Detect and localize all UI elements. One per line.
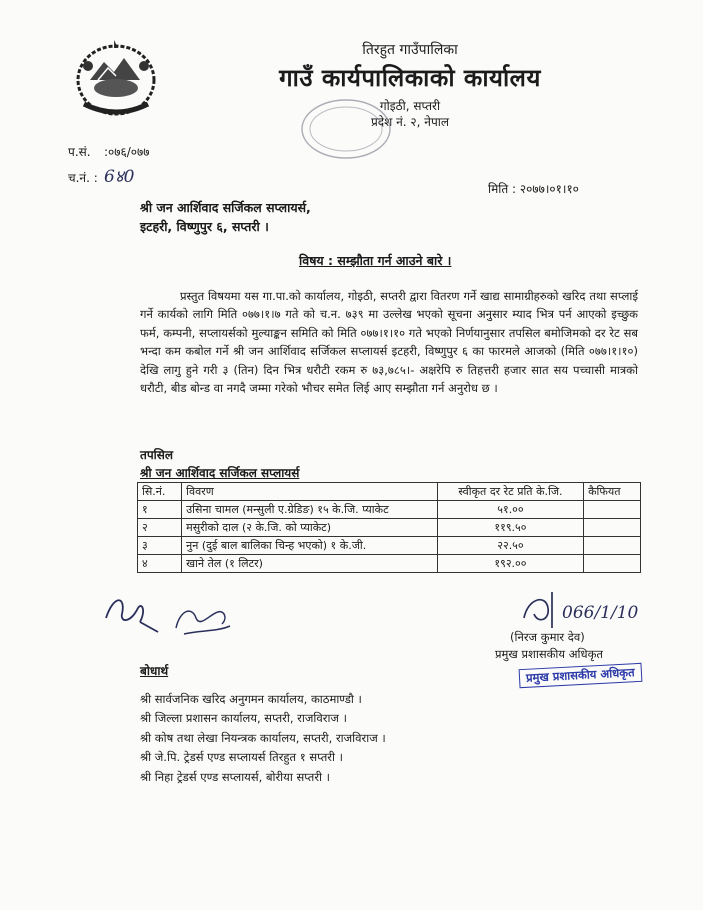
handwritten-date: 066/1/10 (562, 603, 639, 623)
row-description: नुन (दुई बाल बालिका चिन्ह भएको) १ के.जी. (182, 537, 438, 555)
list-item: श्री सार्वजनिक खरिद अनुगमन कार्यालय, काठमाण्डौ । (140, 692, 362, 706)
row-sn: २ (138, 519, 182, 537)
row-description: मसुरीको दाल (२ के.जि. को प्याकेट) (182, 519, 438, 537)
tapasil-heading: तपसिल (140, 448, 174, 462)
list-item: श्री कोष तथा लेखा नियन्त्रक कार्यालय, सप्तरी, राजविराज । (140, 730, 386, 745)
office-province: प्रदेश नं. २, नेपाल (370, 115, 450, 129)
table-row (138, 519, 641, 537)
row-sn: १ (138, 501, 182, 519)
office-address: गोइठी, सप्तरी (379, 99, 441, 113)
reference-number (68, 143, 150, 160)
row-rate: १९२.०० (437, 555, 583, 573)
header-remarks: कैफियत (584, 483, 641, 501)
officer-title: प्रमुख प्रशासकीय अधिकृत (495, 647, 603, 661)
cc-heading: बोधार्थ (140, 664, 169, 678)
table-header-row (138, 483, 641, 501)
table-row (138, 537, 641, 555)
row-remarks (584, 519, 641, 537)
row-remarks (584, 555, 641, 573)
letter-date: मिति : २०७७।०१।१० (488, 182, 579, 196)
ps-value: :०७६/०७७ (104, 145, 150, 159)
row-sn: ४ (138, 555, 182, 573)
left-signature-icon (100, 588, 240, 643)
row-rate: ५१.०० (437, 501, 583, 519)
subject-line: विषय : सम्झौता गर्न आउने बारे । (299, 253, 452, 268)
addressee (140, 198, 311, 236)
row-description: खाने तेल (१ लिटर) (182, 555, 438, 573)
office-title: गाउँ कार्यपालिकाको कार्यालय (279, 64, 541, 92)
row-rate: २२.५० (437, 537, 583, 555)
cn-label: च.नं. : (68, 171, 98, 185)
supplier-heading: श्री जन आर्शिवाद सर्जिकल सप्लायर्स (140, 466, 300, 480)
row-sn: ३ (138, 537, 182, 555)
officer-signature-icon (518, 584, 658, 634)
table-row (138, 501, 641, 519)
officer-name: (निरज कुमार देव) (510, 630, 585, 644)
addressee-line-2: इटहरी, विष्णुपुर ६, सप्तरी । (140, 219, 269, 234)
row-remarks (584, 537, 641, 555)
header-description: विवरण (182, 483, 438, 501)
rate-table (137, 482, 641, 573)
officer-stamp: प्रमुख प्रशासकीय अधिकृत (519, 663, 642, 688)
ps-label: प.सं. (68, 145, 91, 159)
list-item: श्री जिल्ला प्रशासन कार्यालय, सप्तरी, राजविराज । (140, 711, 347, 726)
header-sn: सि.नं. (138, 483, 182, 501)
row-rate: ११९.५० (437, 519, 583, 537)
list-item: श्री निहा ट्रेडर्स एण्ड सप्लायर्स, बोरीया सप्तरी । (140, 769, 331, 784)
table-row (138, 555, 641, 573)
office-round-stamp-icon (298, 96, 394, 162)
dispatch-number (68, 164, 134, 187)
addressee-line-1: श्री जन आर्शिवाद सर्जिकल सप्लायर्स, (140, 200, 311, 215)
municipality-name: तिरहुत गाउँपालिका (362, 42, 458, 58)
row-description: उसिना चामल (मन्सुली ए.ग्रेडिङ) १५ के.जि. प्याकेट (182, 501, 438, 519)
cc-list (140, 690, 386, 787)
nepal-emblem-icon (68, 36, 164, 122)
header-rate: स्वीकृत दर रेट प्रति के.जि. (437, 483, 583, 501)
row-remarks (584, 501, 641, 519)
list-item: श्री जे.पि. ट्रेडर्स एण्ड सप्लायर्स तिरहुत १ सप्तरी । (140, 750, 343, 765)
cn-value: 6४0 (104, 167, 135, 187)
body-paragraph: प्रस्तुत विषयमा यस गा.पा.को कार्यालय, गोइठी, सप्तरी द्वारा वितरण गर्ने खाद्य सामाग्रीहरुको खरिद तथा सप्लाई गर्ने कार्यको लागि मिति ०७७।१।७ गते को च.न. ७३९ मा उल्लेख भएको सूचना अनुसार म्याद भित्र पर्न आएको इच्छुक फर्म, कम्पनी, सप्लायर्सको मुल्याङ्कन समिति को मिति ०७७।१।१० गते भएको निर्णयानुसार तपसिल बमोजिमको दर रेट सब भन्दा कम कबोल गर्ने श्री जन आर्शिवाद सर्जिकल सप्लायर्स इटहरी, विष्णुपुर ६ का फारमले आजको (मिति ०७७।१।१०) देखि लागु हुने गरी ३ (तिन) दिन भित्र धरौटी रकम रु ७३,७८५।- अक्षरेपि रु तिहत्तरी हजार सात सय पच्चासी मात्रको धरौटी, बीड बोन्ड वा नगदै जम्मा गरेको भौचर समेत लिई आए सम्झौता गर्न अनुरोध छ । (140, 289, 638, 396)
